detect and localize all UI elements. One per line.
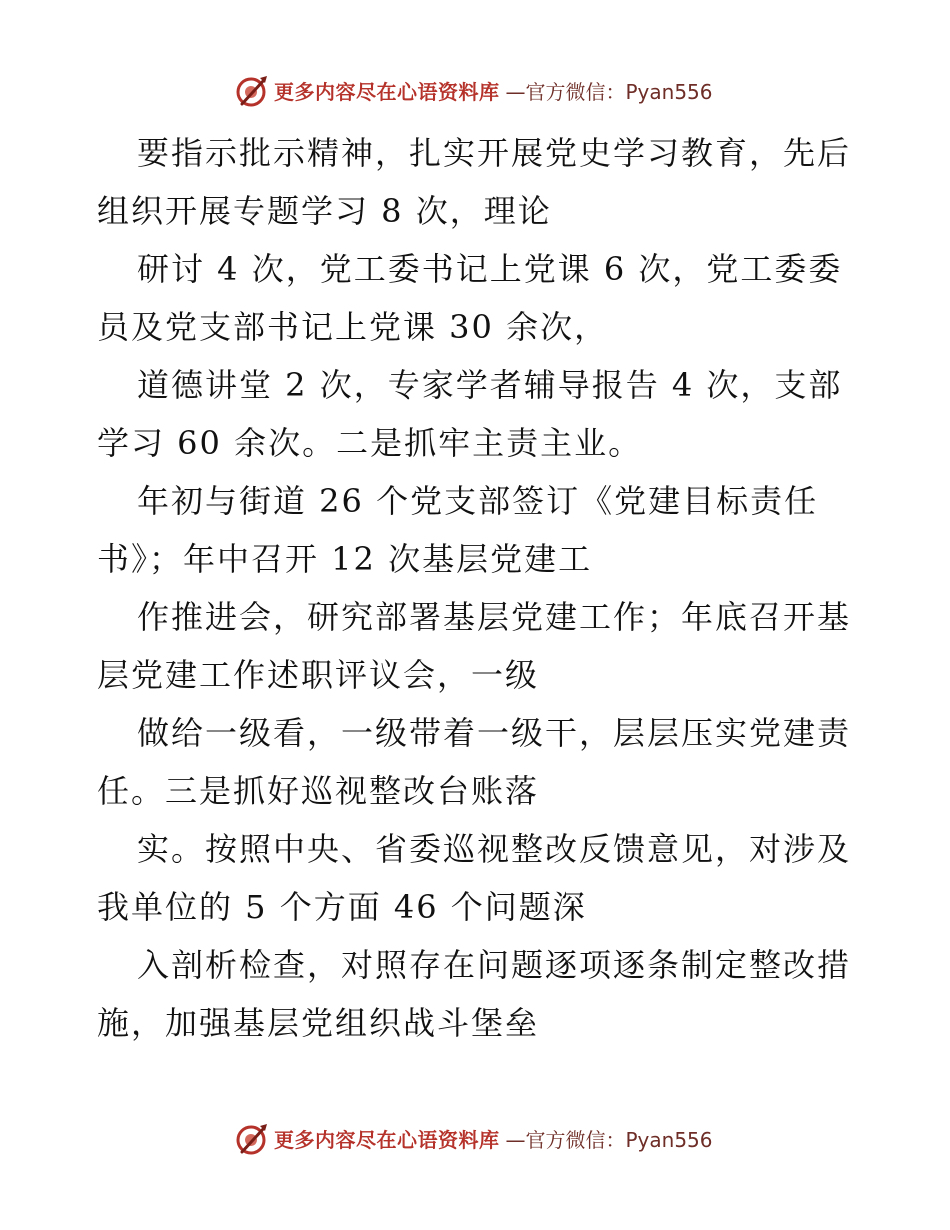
- banner-text: [274, 1126, 713, 1154]
- text-line: 学习 60 余次。二是抓牢主责主业。: [97, 424, 643, 462]
- document-body: [97, 124, 857, 1052]
- text-line: 我单位的 5 个方面 46 个问题深: [97, 888, 587, 926]
- text-line: 道德讲堂 2 次，专家学者辅导报告 4 次，支部: [137, 366, 843, 404]
- text-line: 员及党支部书记上党课 30 余次，: [97, 308, 609, 346]
- text-line: 要指示批示精神，扎实开展党史学习教育，先后: [137, 134, 852, 172]
- text-line: 施，加强基层党组织战斗堡垒: [97, 1004, 540, 1042]
- banner-wechat: —官方微信：Pyan556: [505, 80, 713, 104]
- text-line: 做给一级看，一级带着一级干，层层压实党建责: [137, 714, 852, 752]
- footer-banner: [0, 1120, 950, 1160]
- text-line: 层党建工作述职评议会，一级: [97, 656, 540, 694]
- logo-icon: [234, 74, 270, 108]
- text-line: 实。按照中央、省委巡视整改反馈意见，对涉及: [137, 830, 852, 868]
- banner-text: [274, 78, 713, 106]
- text-line: 书》；年中召开 12 次基层党建工: [97, 540, 593, 578]
- text-line: 组织开展专题学习 8 次，理论: [97, 192, 552, 230]
- text-line: 年初与街道 26 个党支部签订《党建目标责任: [137, 482, 819, 520]
- banner-wechat: —官方微信：Pyan556: [505, 1128, 713, 1152]
- text-line: 作推进会，研究部署基层党建工作；年底召开基: [137, 598, 852, 636]
- text-line: 研讨 4 次，党工委书记上党课 6 次，党工委委: [137, 250, 843, 288]
- text-line: 任。三是抓好巡视整改台账落: [97, 772, 540, 810]
- logo-icon: [234, 1122, 270, 1156]
- text-line: 入剖析检查，对照存在问题逐项逐条制定整改措: [137, 946, 852, 984]
- banner-brand: 更多内容尽在心语资料库: [274, 80, 500, 104]
- header-banner: [0, 72, 950, 112]
- banner-brand: 更多内容尽在心语资料库: [274, 1128, 500, 1152]
